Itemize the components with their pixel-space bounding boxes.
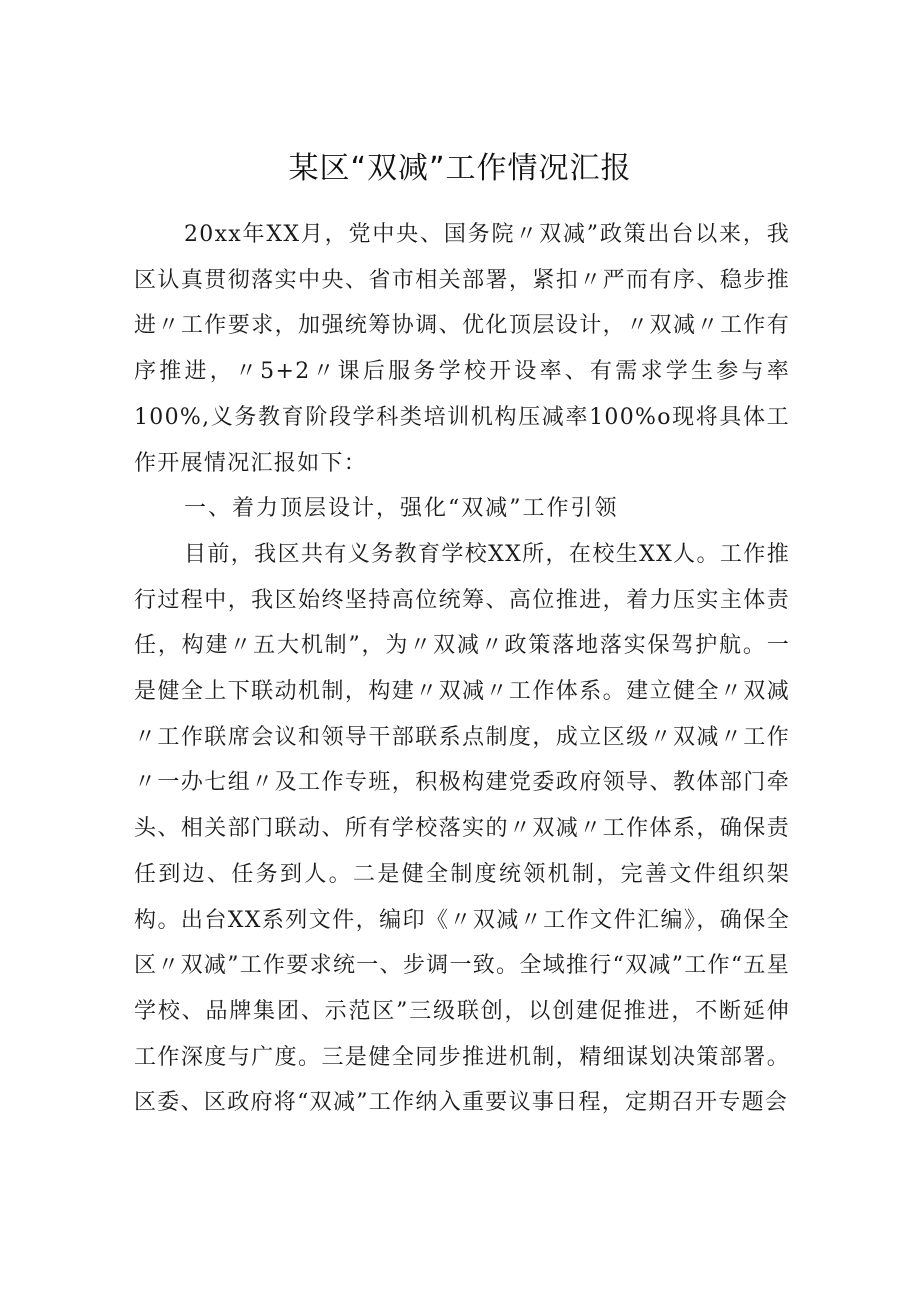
section-heading: 一、着力顶层设计，强化“双减”工作引领 [184, 496, 619, 522]
section-paragraph: 目前，我区共有义务教育学校XX所，在校生XX人。工作推行过程中，我区始终坚持高位统筹、高位推进，着力压实主体责任，构建〃五大机制”，为〃双减〃政策落地落实保驾护航。一是健全上下联动机制，构建〃双减〃工作体系。建立健全〃双减〃工作联席会议和领导干部联系点制度，成立区级〃双减〃工作〃一办七组〃及工作专班，积极构建党委政府领导、教体部门牵头、相关部门联动、所有学校落实的〃双减〃工作体系，确保责任到边、任务到人。二是健全制度统领机制，完善文件组织架构。出台XX系列文件，编印《〃双减〃工作文件汇编》，确保全区〃双减”工作要求统一、步调一致。全域推行“双减”工作“五星学校、品牌集团、示范区”三级联创，以创建促推进，不断延伸工作深度与广度。三是健全同步推进机制，精细谋划决策部署。区委、区政府将“双减”工作纳入重要议事日程，定期召开专题会 [134, 541, 790, 1116]
document-body [134, 212, 790, 1126]
document-title: 某区“双减”工作情况汇报 [288, 151, 632, 186]
intro-paragraph: 20xx年XX月，党中央、国务院〃双减”政策出台以来，我区认真贯彻落实中央、省市相关部署，紧扣〃严而有序、稳步推进〃工作要求，加强统筹协调、优化顶层设计，〃双减〃工作有序推进，〃5+2〃课后服务学校开设率、有需求学生参与率100%,义务教育阶段学科类培训机构压减率100%o现将具体工作开展情况汇报如下： [134, 222, 790, 476]
